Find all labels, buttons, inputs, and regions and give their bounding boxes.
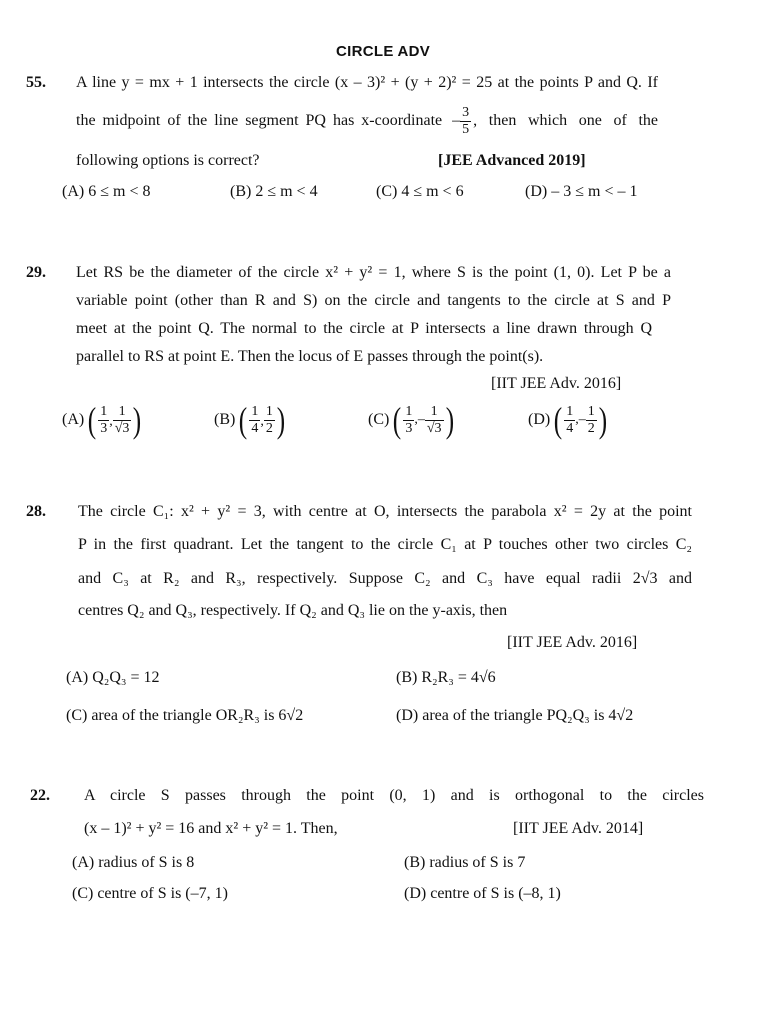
question-text: P in the first quadrant. Let the tangent to the circle C₁ at P touches other two circles C₂ [78, 536, 692, 553]
question-text: A line y = mx + 1 intersects the circle (x – 3)² + (y + 2)² = 25 at the points P and Q. If [76, 74, 658, 91]
question-text: The circle C₁: x² + y² = 3, with centre at O, intersects the parabola x² = 2y at the point [78, 503, 692, 520]
question-source: [IIT JEE Adv. 2016] [507, 634, 638, 651]
question-source: [JEE Advanced 2019] [438, 152, 586, 169]
option-d: (D) centre of S is (–8, 1) [404, 885, 561, 902]
question-text: variable point (other than R and S) on the circle and tangents to the circle at S and P [76, 292, 671, 309]
option-a: (A) Q₂Q₃ = 12 [66, 669, 160, 686]
option-a: (A) radius of S is 8 [72, 854, 195, 871]
question-source: [IIT JEE Adv. 2014] [513, 820, 644, 837]
option-c: (C) ( $\frac{1}{3}$ ,– $\frac{1}{√3}$ ) [368, 400, 454, 440]
question-text: (x – 1)² + y² = 16 and x² + y² = 1. Then, [84, 820, 338, 837]
option-b: (B) 2 ≤ m < 4 [230, 183, 318, 200]
option-c: (C) area of the triangle OR₂R₃ is 6√2 [66, 707, 304, 724]
question-text: meet at the point Q. The normal to the circle at P intersects a line drawn through Q [76, 320, 652, 337]
question-text: centres Q₂ and Q₃, respectively. If Q₂ and Q₃ lie on the y-axis, then [78, 602, 508, 619]
option-d: (D) area of the triangle PQ₂Q₃ is 4√2 [396, 707, 634, 724]
fraction: $\frac{3}{5}$ [462, 105, 470, 137]
question-text: parallel to RS at point E. Then the locus of E passes through the point(s). [76, 348, 544, 365]
question-text: the midpoint of the line segment PQ has x-coordinate – $\frac{3}{5}$ , then which one of the [76, 105, 658, 137]
question-number: 55. [26, 74, 46, 91]
question-number: 28. [26, 503, 46, 520]
question-source: [IIT JEE Adv. 2016] [491, 375, 622, 392]
option-d: (D) – 3 ≤ m < – 1 [525, 183, 638, 200]
option-c: (C) 4 ≤ m < 6 [376, 183, 464, 200]
question-number: 29. [26, 264, 46, 281]
option-a: (A) 6 ≤ m < 8 [62, 183, 151, 200]
question-text: following options is correct? [76, 152, 260, 169]
option-b: (B) radius of S is 7 [404, 854, 526, 871]
option-d: (D) ( $\frac{1}{4}$ ,– $\frac{1}{2}$ ) [528, 400, 607, 440]
option-b: (B) R₂R₃ = 4√6 [396, 669, 496, 686]
page-title: CIRCLE ADV [336, 43, 431, 60]
question-number: 22. [30, 787, 50, 804]
question-text: and C₃ at R₂ and R₃, respectively. Suppose C₂ and C₃ have equal radii 2√3 and [78, 570, 692, 587]
question-text: A circle S passes through the point (0, 1) and is orthogonal to the circles [84, 787, 704, 804]
option-a: (A) ( $\frac{1}{3}$ , $\frac{1}{√3}$ ) [62, 400, 142, 440]
question-text: Let RS be the diameter of the circle x² + y² = 1, where S is the point (1, 0). Let P be a [76, 264, 671, 281]
option-c: (C) centre of S is (–7, 1) [72, 885, 228, 902]
option-b: (B) ( $\frac{1}{4}$ , $\frac{1}{2}$ ) [214, 400, 286, 440]
